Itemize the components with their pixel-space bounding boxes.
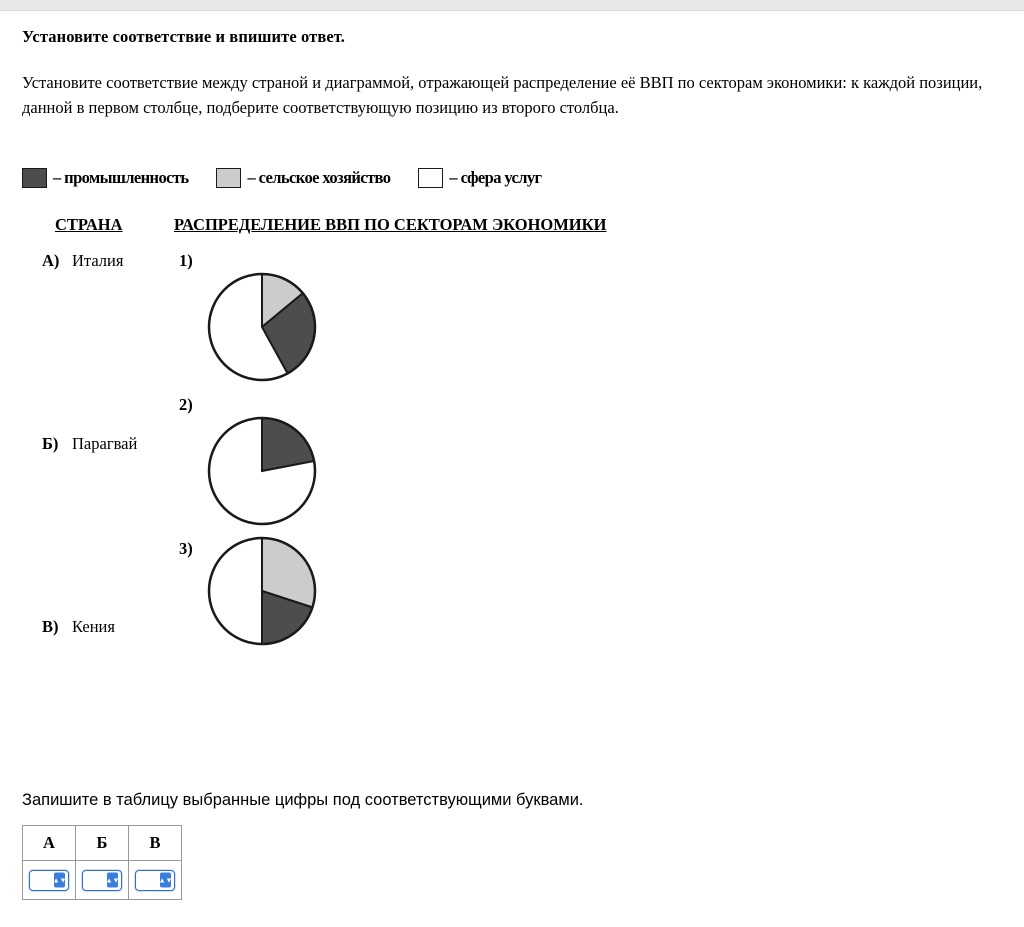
stepper-arrows-icon: ▲▼ xyxy=(107,873,118,888)
pie-chart-3-svg xyxy=(207,536,317,646)
answer-header-a: А xyxy=(23,826,76,861)
answer-select-wrap-v xyxy=(135,870,175,891)
chart-number-2: 2) xyxy=(179,395,193,414)
services-swatch-icon xyxy=(418,168,443,188)
answer-instruction: Запишите в таблицу выбранные цифры под соответствующими буквами. xyxy=(22,791,584,809)
agriculture-swatch-icon xyxy=(216,168,241,188)
country-name-v: Кения xyxy=(72,617,115,636)
legend-label-services: – сфера услуг xyxy=(449,168,542,187)
answer-table xyxy=(22,825,182,900)
answer-cell-b xyxy=(76,861,129,900)
country-letter-a: А) xyxy=(42,251,60,270)
task-description: Установите соответствие между страной и диаграммой, отражающей распределение её ВВП по секторам экономики: к каждой позиции, данной в первом столбце, подберите соответствующую позицию из второго столбца. xyxy=(22,73,983,117)
country-name-a: Италия xyxy=(72,251,124,270)
column-header-chart: РАСПРЕДЕЛЕНИЕ ВВП ПО СЕКТОРАМ ЭКОНОМИКИ xyxy=(174,215,607,234)
answer-select-b[interactable] xyxy=(82,870,122,891)
country-row-v xyxy=(42,617,115,637)
country-row-b xyxy=(42,434,137,454)
stepper-arrows-icon: ▲▼ xyxy=(54,873,65,888)
legend-label-agriculture: – сельское хозяйство xyxy=(247,168,391,187)
legend xyxy=(22,168,569,188)
task-title: Установите соответствие и впишите ответ. xyxy=(22,27,345,46)
answer-cell-a xyxy=(23,861,76,900)
answer-select-v[interactable] xyxy=(135,870,175,891)
answer-select-wrap-b xyxy=(82,870,122,891)
browser-topbar xyxy=(0,0,1024,11)
legend-item-services xyxy=(418,168,541,188)
answer-table-header-row xyxy=(23,826,182,861)
legend-item-industry xyxy=(22,168,188,188)
answer-header-b: Б xyxy=(76,826,129,861)
answer-select-a[interactable] xyxy=(29,870,69,891)
country-name-b: Парагвай xyxy=(72,434,138,453)
stepper-arrows-icon: ▲▼ xyxy=(160,873,171,888)
industry-swatch-icon xyxy=(22,168,47,188)
country-row-a xyxy=(42,251,123,271)
legend-item-agriculture xyxy=(216,168,390,188)
pie-chart-3 xyxy=(207,536,317,646)
chart-number-1: 1) xyxy=(179,251,193,270)
pie-chart-2 xyxy=(207,416,317,526)
legend-label-industry: – промышленность xyxy=(53,168,189,187)
answer-header-v: В xyxy=(129,826,182,861)
pie-chart-1 xyxy=(207,272,317,382)
country-letter-b: Б) xyxy=(42,434,59,453)
pie-chart-1-svg xyxy=(207,272,317,382)
answer-select-wrap-a xyxy=(29,870,69,891)
answer-cell-v xyxy=(129,861,182,900)
chart-number-3: 3) xyxy=(179,539,193,558)
column-header-country: СТРАНА xyxy=(55,215,123,234)
answer-table-input-row xyxy=(23,861,182,900)
pie-chart-2-svg xyxy=(207,416,317,526)
country-letter-v: В) xyxy=(42,617,59,636)
